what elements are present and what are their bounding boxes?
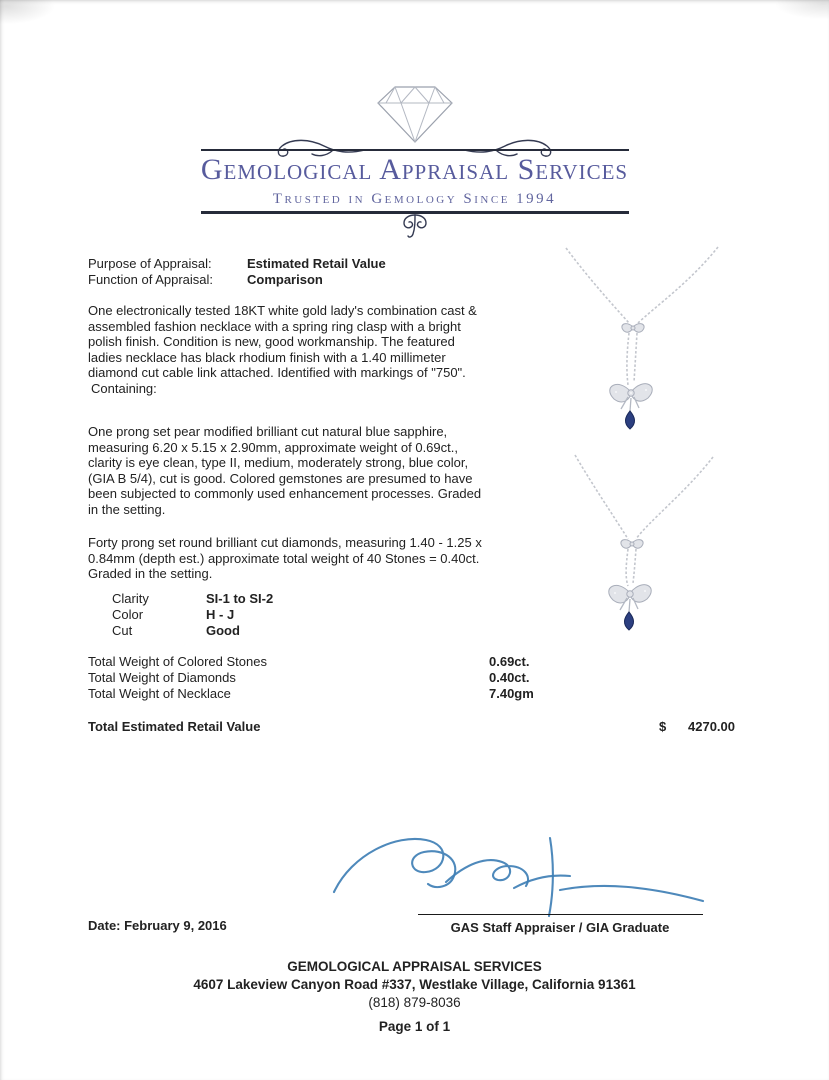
colored-stones-value: 0.69ct. xyxy=(489,654,530,669)
purpose-row xyxy=(88,256,386,272)
necklace-photo-bottom xyxy=(545,455,730,645)
clarity-value: SI-1 to SI-2 xyxy=(206,591,274,606)
diamond-logo-icon xyxy=(368,80,462,146)
company-tagline: Trusted in Gemology Since 1994 xyxy=(272,191,557,207)
diamond-description: Forty prong set round brilliant cut diamonds, measuring 1.40 - 1.25 x 0.84mm (depth est.) approximate total weight of 40 Stones = 0.40ct. Graded in the setting. xyxy=(88,535,482,582)
signature-ink xyxy=(318,826,713,921)
purpose-value: Estimated Retail Value xyxy=(247,256,386,271)
cut-value: Good xyxy=(206,623,240,638)
function-value: Comparison xyxy=(247,271,323,287)
sapphire-gem xyxy=(625,411,634,429)
total-row-necklace xyxy=(88,686,608,702)
retail-label: Total Estimated Retail Value xyxy=(88,719,261,734)
colored-stones-label: Total Weight of Colored Stones xyxy=(88,654,267,669)
containing-label: Containing: xyxy=(91,380,157,396)
grade-row-color xyxy=(112,607,273,623)
footer-address: 4607 Lakeview Canyon Road #337, Westlake Village, California 91361 xyxy=(193,977,636,992)
appraisal-fields xyxy=(88,256,386,287)
total-row-diamonds xyxy=(88,670,608,686)
color-label: Color xyxy=(112,607,144,622)
diamonds-weight-label: Total Weight of Diamonds xyxy=(88,670,236,686)
item-description xyxy=(88,303,490,397)
totals-table xyxy=(88,654,608,703)
purpose-label: Purpose of Appraisal: xyxy=(88,256,212,271)
color-value: H - J xyxy=(206,607,235,622)
currency-symbol: $ xyxy=(659,719,667,734)
total-row-colored-stones xyxy=(88,654,608,670)
grades-table xyxy=(112,591,273,639)
footer xyxy=(0,958,829,1036)
grade-row-cut xyxy=(112,623,273,639)
cut-label: Cut xyxy=(112,623,133,638)
signature-line xyxy=(418,914,703,915)
retail-value-row xyxy=(88,719,798,734)
retail-amount: 4270.00 xyxy=(688,719,735,734)
footer-company: GEMOLOGICAL APPRAISAL SERVICES xyxy=(287,959,542,974)
appraiser-title: GAS Staff Appraiser / GIA Graduate xyxy=(450,920,670,935)
sapphire-gem xyxy=(624,612,633,630)
scroll-ornament-icon xyxy=(397,214,433,240)
footer-phone: (818) 879-8036 xyxy=(368,995,461,1010)
clarity-label: Clarity xyxy=(112,591,149,606)
function-label: Function of Appraisal: xyxy=(88,271,214,287)
grade-row-clarity xyxy=(112,591,273,607)
necklace-weight-value: 7.40gm xyxy=(489,686,534,702)
diamonds-weight-value: 0.40ct. xyxy=(489,670,530,686)
page-number: Page 1 of 1 xyxy=(378,1019,451,1034)
sapphire-description: One prong set pear modified brilliant cut natural blue sapphire, measuring 6.20 x 5.15 x 2.90mm, approximate weight of 0.69ct., clarity is eye clean, type II, medium, moderately strong, blue color, (GIA B 5/4), cut is good. Colored gemstones are presumed to have been subjected to commonly used enhancement processes. Graded in the setting. xyxy=(88,424,482,517)
header-rule-top xyxy=(201,149,629,151)
function-row xyxy=(88,272,386,288)
date-line: Date: February 9, 2016 xyxy=(88,918,227,933)
item-description-text: One electronically tested 18KT white gold lady's combination cast & assembled fashion necklace with a spring ring clasp with a bright polish finish. Condition is new, good workmanship. The featured ladies necklace has black rhodium finish with a 1.40 millimeter diamond cut cable link attached. Identified with markings of "750". xyxy=(88,303,477,381)
necklace-photo-top xyxy=(538,246,733,446)
company-name: Gemological Appraisal Services xyxy=(200,153,629,186)
necklace-weight-label: Total Weight of Necklace xyxy=(88,686,231,702)
